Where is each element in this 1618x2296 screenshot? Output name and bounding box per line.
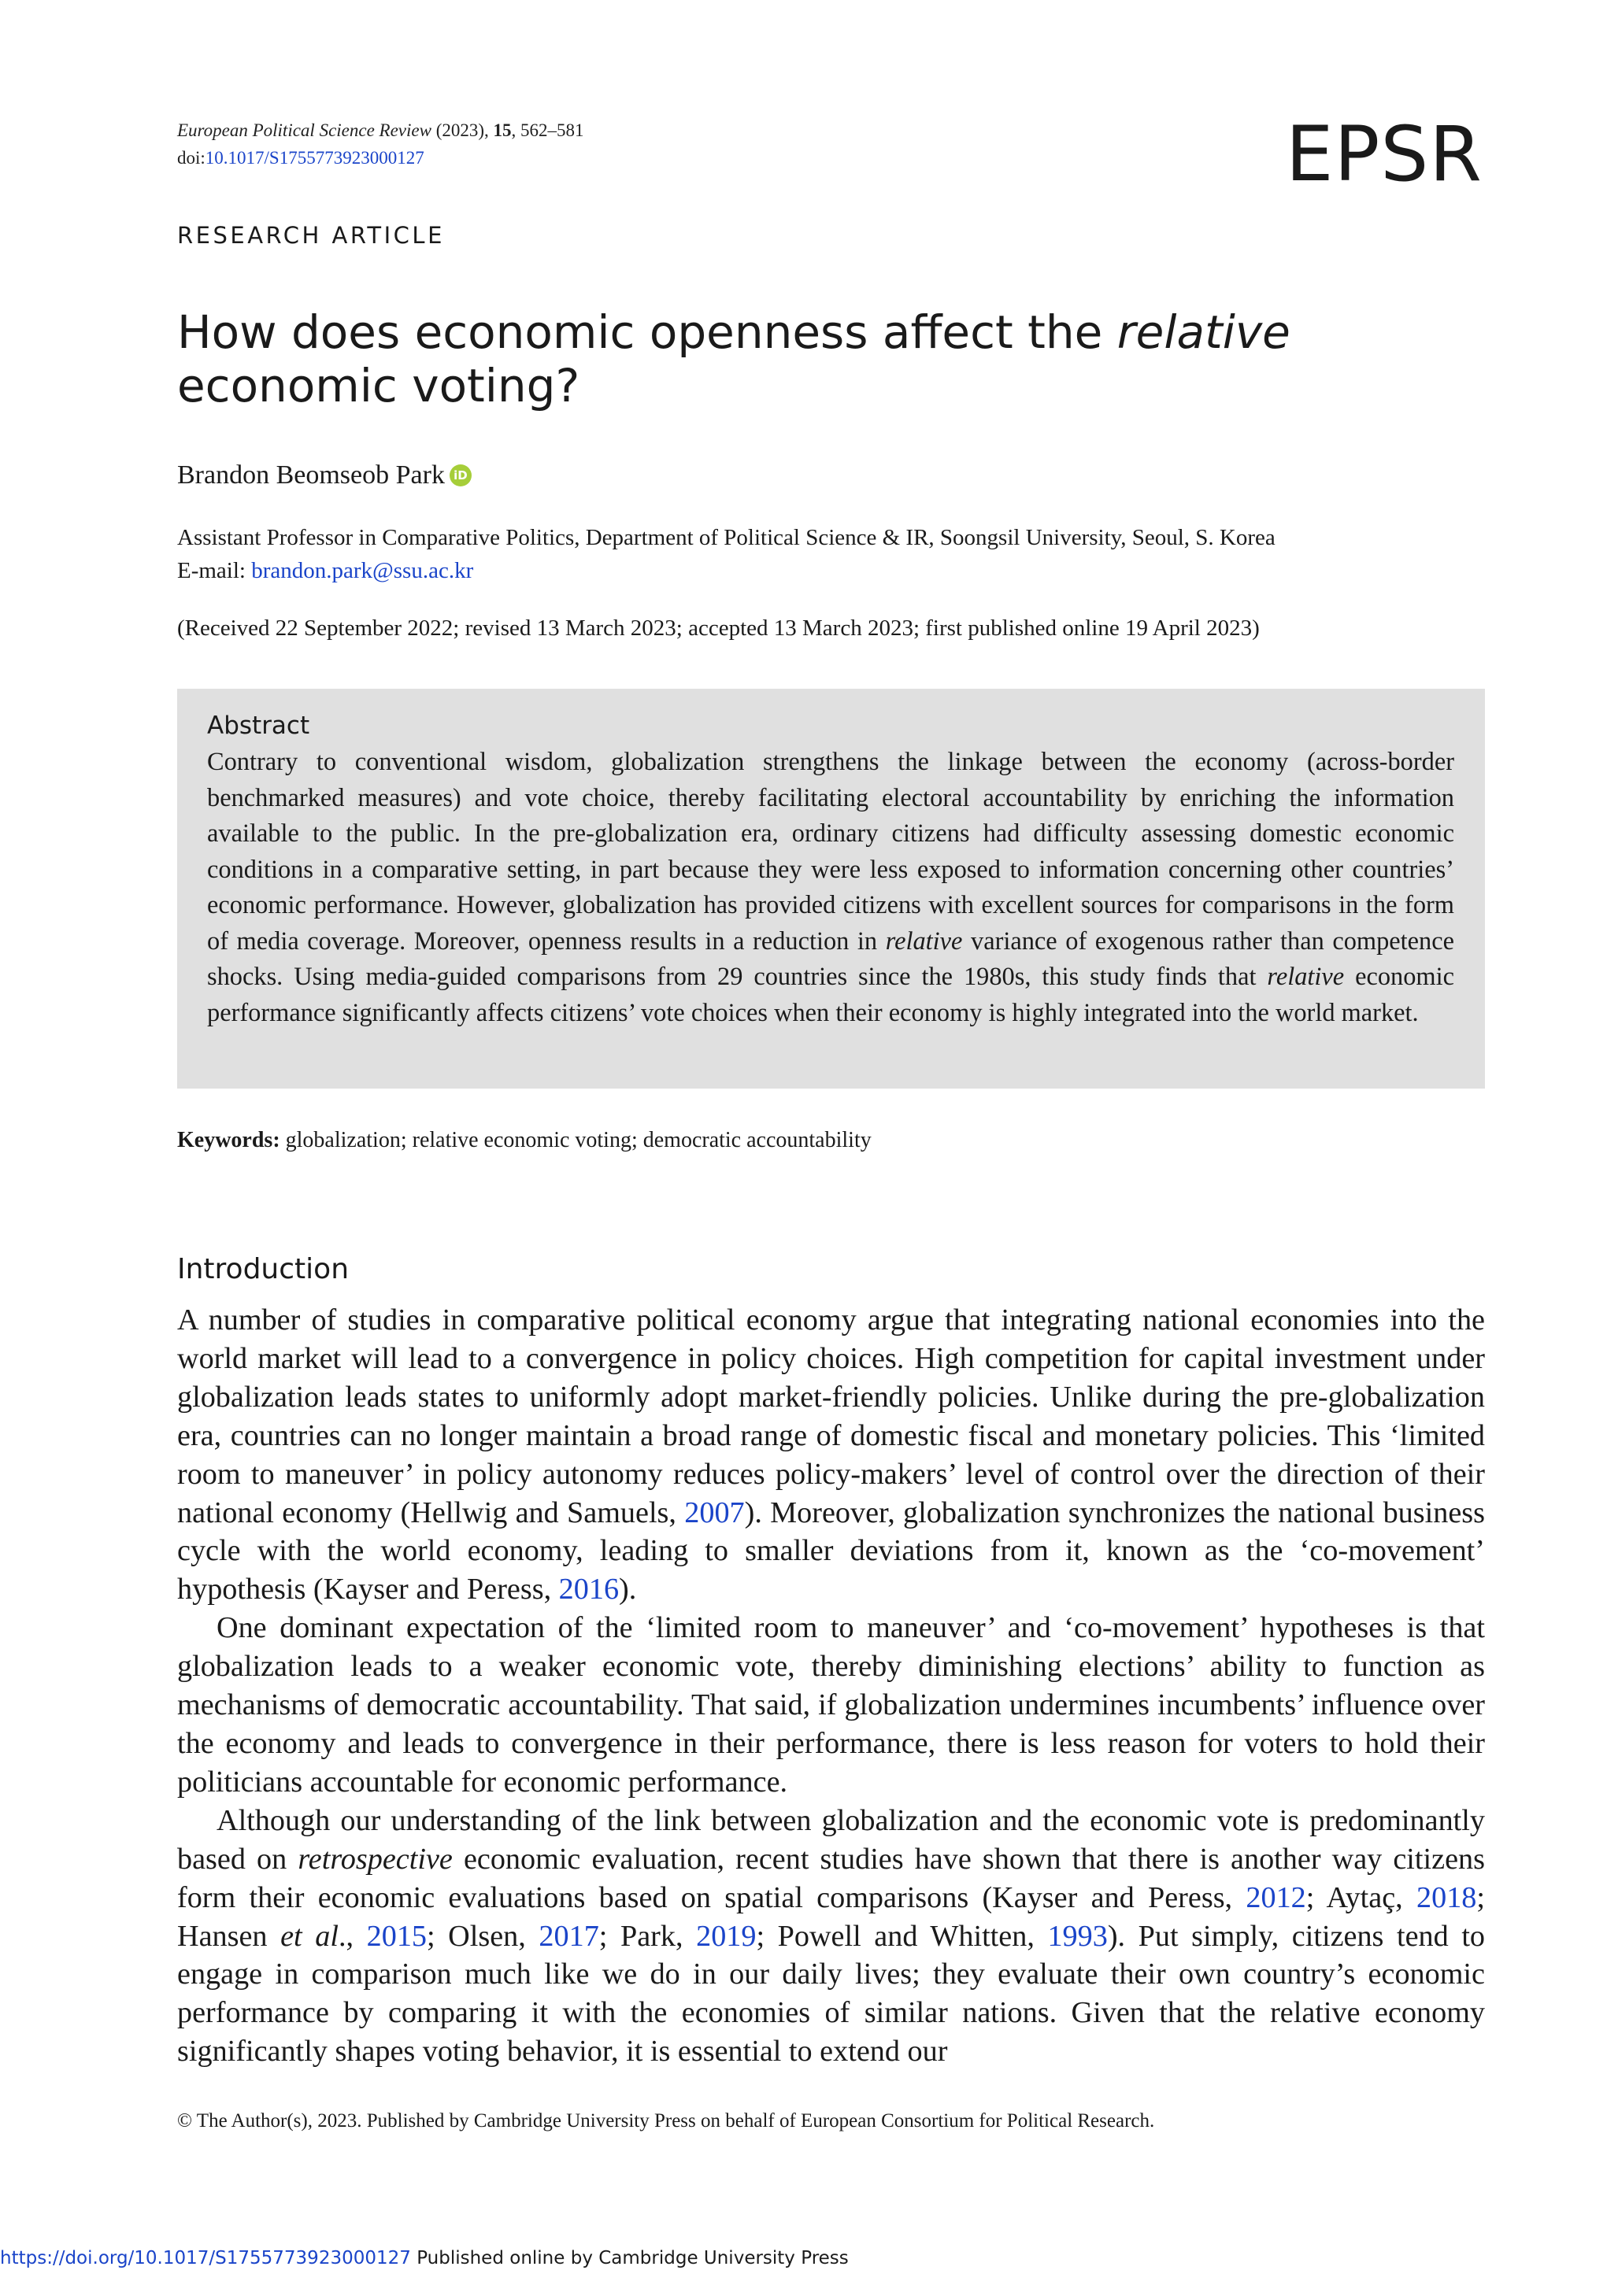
abstract-segment: economic performance significantly affects citizens’ vote choices when their economy is highly integrated into the world market. [207,963,1454,1027]
citation-link[interactable]: 1993 [1047,1919,1108,1953]
keywords-text: globalization; relative economic voting; democratic accountability [280,1128,872,1152]
author-name: Brandon Beomseob Park [177,460,445,490]
journal-pages: , 562–581 [511,120,584,140]
text-segment: ). [619,1573,637,1606]
article-title [177,305,1437,412]
title-part-2: economic voting? [177,359,580,412]
abstract-heading: Abstract [207,712,310,740]
text-segment: economic evaluation, recent studies have shown that there is another way citizens form their economic evaluations based on spatial comparisons (Kayser and Peress, [177,1842,1485,1914]
text-segment: ., [338,1919,367,1953]
text-segment: Although our understanding of the link between globalization and the economic vote is predominantly based on [177,1803,1485,1876]
text-segment: ; Aytaç, [1305,1880,1416,1914]
keywords [177,1128,872,1153]
email-link[interactable]: brandon.park@ssu.ac.kr [251,558,474,583]
affiliation [177,521,1484,587]
doi-link[interactable]: 10.1017/S1755773923000127 [205,148,424,168]
abstract-text [207,745,1454,1031]
title-emphasis: relative [1116,305,1290,359]
paragraph-2: One dominant expectation of the ‘limited room to maneuver’ and ‘co-movement’ hypotheses is that globalization leads to a weaker economic vote, thereby diminishing elections’ ability to function as mechanisms of democratic accountability. That said, if globalization undermines incumbents’ influence over the economy and leads to convergence in their performance, there is less reason for voters to hold their politicians accountable for economic performance. [177,1611,1485,1799]
text-segment: ). Moreover, globalization synchronizes the national business cycle with the world economy, leading to smaller deviations from it, known as the ‘co-movement’ hypothesis (Kayser and Peress, [177,1496,1485,1606]
copyright-notice: © The Author(s), 2023. Published by Cambridge University Press on behalf of European Consortium for Political Research. [177,2110,1155,2131]
footer-doi-link[interactable]: https://doi.org/10.1017/S1755773923000127 [0,2248,411,2268]
email-label: E-mail: [177,558,252,583]
keywords-label: Keywords: [177,1128,280,1152]
footer [0,2248,849,2268]
paragraph-3 [177,1802,1485,2071]
doi-prefix: doi: [177,148,205,168]
text-segment: ; Powell and Whitten, [756,1919,1048,1953]
citation-link[interactable]: 2017 [539,1919,599,1953]
received-dates: (Received 22 September 2022; revised 13 March 2023; accepted 13 March 2023; first published online 19 April 2023) [177,616,1260,641]
body-text [177,1301,1485,2071]
orcid-icon[interactable]: iD [450,464,472,486]
article-type: RESEARCH ARTICLE [177,222,445,249]
journal-volume: 15 [493,120,512,140]
text-emphasis: retrospective [298,1842,453,1876]
footer-text: Published online by Cambridge University Press [410,2248,849,2268]
text-segment: ). Put simply, citizens tend to engage in comparison much like we do in our daily lives; they evaluate their own country’s economic performance by comparing it with the economies of similar nations. Given that the relative economy significantly shapes voting behavior, it is essential to extend our [177,1919,1486,2069]
abstract-emphasis: relative [1267,963,1345,991]
journal-year: (2023), [431,120,494,140]
text-segment: ; Park, [598,1919,697,1953]
abstract-emphasis: relative [885,926,963,956]
abstract-segment: Contrary to conventional wisdom, globalization strengthens the linkage between the economy (across-border benchmarked measures) and vote choice, thereby facilitating electoral accountability by enriching the information available to the public. In the pre-globalization era, ordinary citizens had difficulty assessing domestic economic conditions in a comparative setting, in part because they were less exposed to information concerning other countries’ economic performance. However, globalization has provided citizens with excellent sources for comparisons in the form of media coverage. Moreover, openness results in a reduction in [207,748,1454,956]
journal-title: European Political Science Review [177,120,431,140]
text-segment: ; Hansen [177,1880,1485,1953]
affiliation-text: Assistant Professor in Comparative Politics, Department of Political Science & IR, Soongsil University, Seoul, S. Korea [177,525,1276,550]
title-part-1: How does economic openness affect the [177,305,1117,359]
citation-link[interactable]: 2018 [1416,1880,1477,1914]
citation-link[interactable]: 2016 [558,1573,620,1606]
text-emphasis: et al [280,1919,339,1953]
text-segment: A number of studies in comparative political economy argue that integrating national economies into the world market will lead to a convergence in policy choices. High competition for capital investment under globalization leads states to uniformly adopt market-friendly policies. Unlike during the pre-globalization era, countries can no longer maintain a broad range of domestic fiscal and monetary policies. This ‘limited room to maneuver’ in policy autonomy reduces policy-makers’ level of control over the direction of their national economy (Hellwig and Samuels, [177,1303,1485,1529]
citation-link[interactable]: 2012 [1246,1880,1306,1914]
citation-link[interactable]: 2007 [684,1496,745,1529]
paragraph-1 [177,1301,1485,1609]
text-segment: ; Olsen, [427,1919,539,1953]
journal-logo: EPSR [1285,110,1483,198]
author-line [177,460,472,490]
citation-link[interactable]: 2015 [366,1919,427,1953]
citation-link[interactable]: 2019 [696,1919,757,1953]
section-heading-introduction: Introduction [177,1253,350,1285]
journal-citation [177,116,584,172]
abstract-segment: variance of exogenous rather than competence shocks. Using media-guided comparisons from 29 countries since the 1980s, this study finds that [207,926,1454,991]
